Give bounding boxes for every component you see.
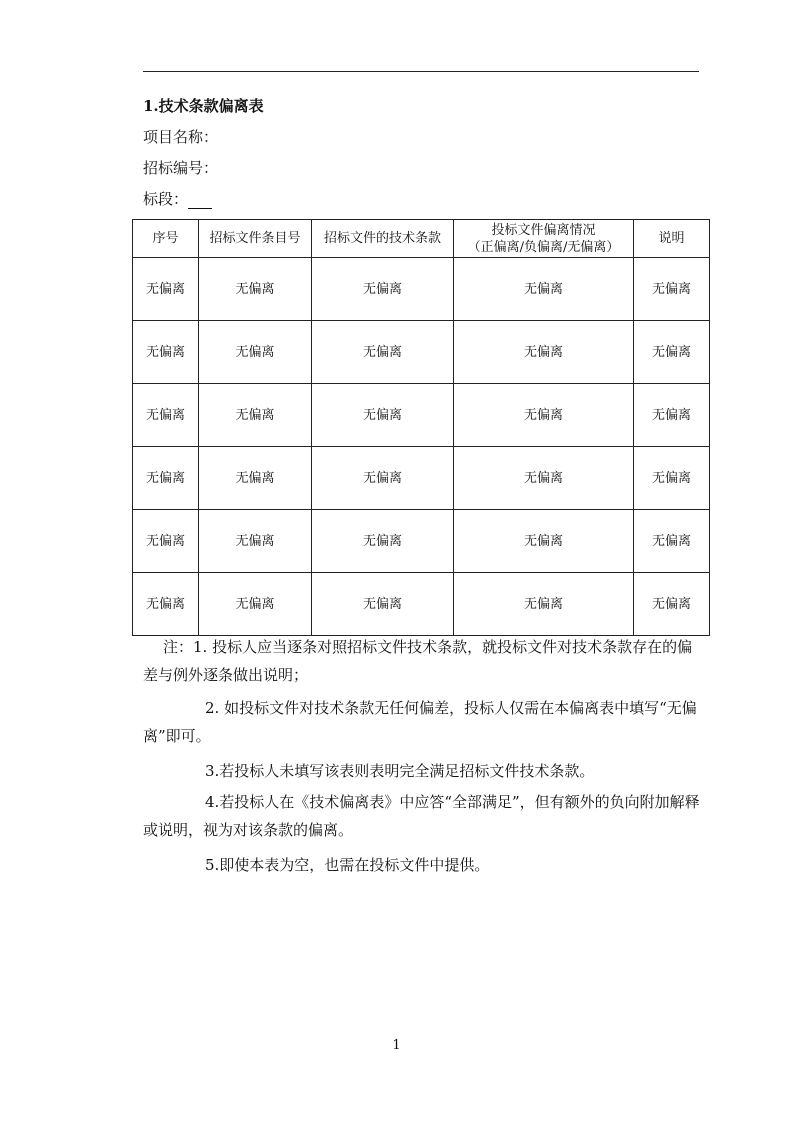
table-cell: 无偏离 [312, 510, 454, 573]
section-label: 标段： [143, 190, 189, 208]
table-cell: 无偏离 [133, 510, 199, 573]
table-cell: 无偏离 [634, 573, 710, 636]
table-cell: 无偏离 [312, 321, 454, 384]
table-cell: 无偏离 [312, 258, 454, 321]
table-cell: 无偏离 [199, 321, 312, 384]
document-title: 1.技术条款偏离表 [143, 97, 264, 115]
tender-number-field [143, 157, 218, 178]
table-cell: 无偏离 [312, 447, 454, 510]
project-name-label: 项目名称： [143, 128, 219, 146]
note-1: 注：1. 投标人应当逐条对照招标文件技术条款，就投标文件对技术条款存在的偏差与例外逐条做出说明； [143, 638, 693, 684]
header-tech-clause: 招标文件的技术条款 [312, 220, 454, 258]
header-rule [143, 71, 699, 72]
tender-number-label: 招标编号： [143, 159, 219, 177]
table-cell: 无偏离 [199, 573, 312, 636]
section-blank-line [188, 193, 212, 209]
table-cell: 无偏离 [454, 510, 634, 573]
project-name-field [143, 126, 218, 147]
table-cell: 无偏离 [454, 384, 634, 447]
table-cell: 无偏离 [133, 384, 199, 447]
table-cell: 无偏离 [199, 258, 312, 321]
table-cell: 无偏离 [133, 258, 199, 321]
table-cell: 无偏离 [634, 384, 710, 447]
header-seq-no: 序号 [133, 220, 199, 258]
table-cell: 无偏离 [634, 447, 710, 510]
header-deviation-line1: 投标文件偏离情况 [491, 222, 596, 238]
table-cell: 无偏离 [199, 384, 312, 447]
table-cell: 无偏离 [454, 447, 634, 510]
table-cell: 无偏离 [312, 384, 454, 447]
table-cell: 无偏离 [454, 573, 634, 636]
note-5: 5.即使本表为空，也需在投标文件中提供。 [205, 856, 490, 874]
page-number: 1 [392, 1038, 401, 1053]
table-row [133, 321, 710, 384]
table-cell: 无偏离 [634, 258, 710, 321]
table-cell: 无偏离 [199, 510, 312, 573]
header-deviation-line2: （正偏离/负偏离/无偏离） [467, 239, 620, 255]
table-row [133, 258, 710, 321]
table-header-row [133, 220, 710, 258]
table-cell: 无偏离 [133, 573, 199, 636]
table-cell: 无偏离 [454, 321, 634, 384]
section-field [143, 188, 212, 209]
note-4: 4.若投标人在《技术偏离表》中应答“全部满足”，但有额外的负向附加解释或说明，视为对该条款的偏离。 [143, 793, 700, 839]
table-row [133, 510, 710, 573]
table-row [133, 573, 710, 636]
table-cell: 无偏离 [634, 510, 710, 573]
table-cell: 无偏离 [312, 573, 454, 636]
table-row [133, 447, 710, 510]
note-2: 2. 如投标文件对技术条款无任何偏差，投标人仅需在本偏离表中填写“无偏离”即可。 [143, 699, 697, 745]
table-cell: 无偏离 [133, 447, 199, 510]
table-cell: 无偏离 [634, 321, 710, 384]
header-remarks: 说明 [634, 220, 710, 258]
header-item-no: 招标文件条目号 [199, 220, 312, 258]
note-3: 3.若投标人未填写该表则表明完全满足招标文件技术条款。 [205, 762, 595, 780]
table-cell: 无偏离 [199, 447, 312, 510]
deviation-table [132, 219, 710, 636]
header-deviation-status [454, 220, 634, 258]
table-cell: 无偏离 [454, 258, 634, 321]
table-row [133, 384, 710, 447]
table-cell: 无偏离 [133, 321, 199, 384]
